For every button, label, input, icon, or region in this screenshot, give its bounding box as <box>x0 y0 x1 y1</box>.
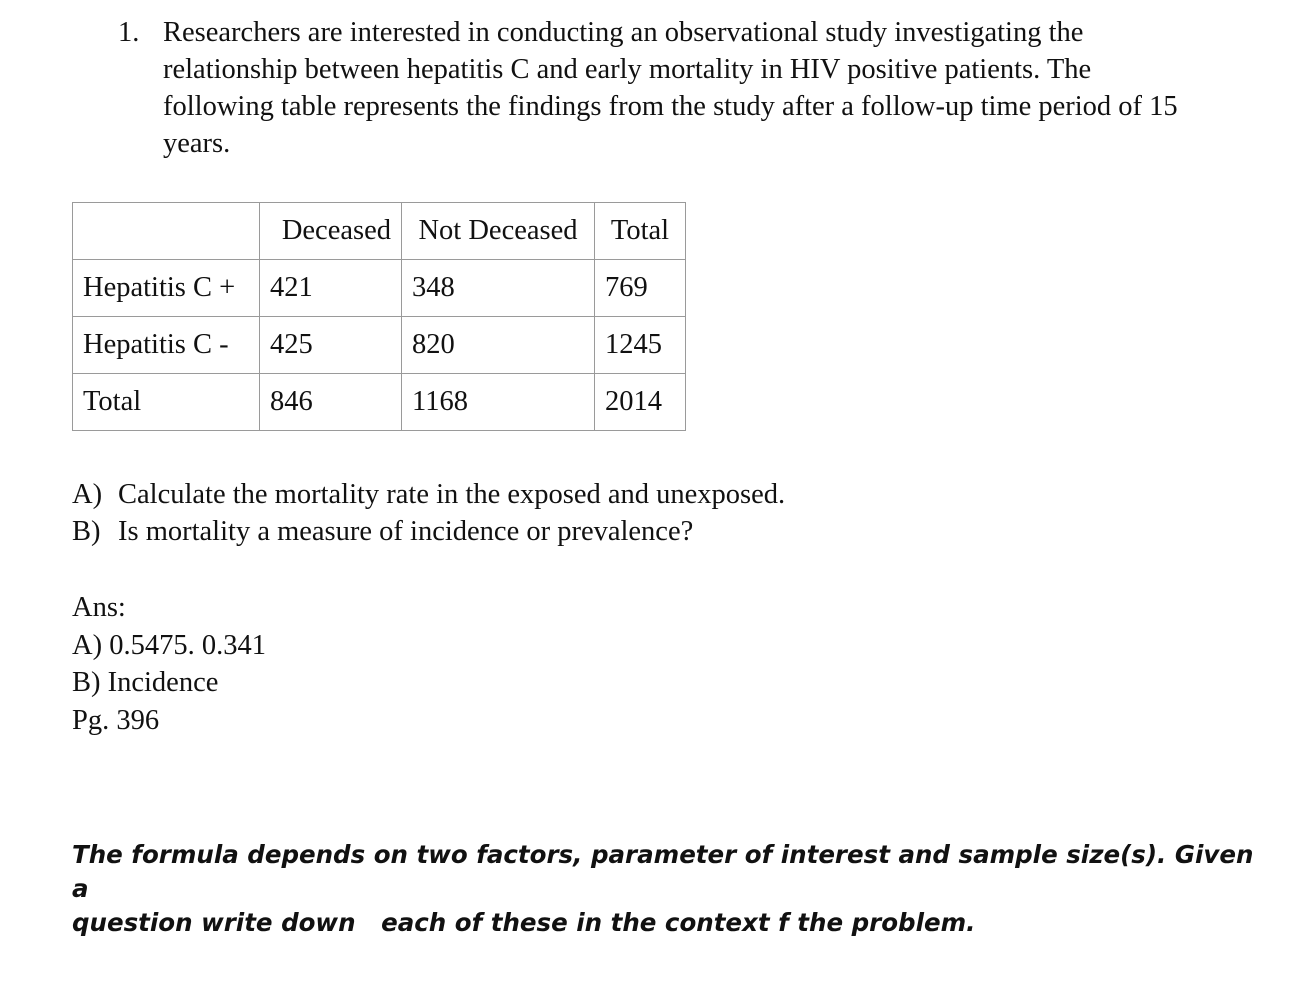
table-cell: 421 <box>260 260 402 317</box>
question-number: 1. <box>118 17 140 48</box>
table-cell: Total <box>73 374 260 431</box>
table-cell: Hepatitis C + <box>73 260 260 317</box>
question-part <box>72 513 785 550</box>
table-cell: 846 <box>260 374 402 431</box>
table-cell: Hepatitis C - <box>73 317 260 374</box>
question-line: years. <box>163 128 231 159</box>
question-text <box>163 14 1268 162</box>
table-cell: 1245 <box>595 317 686 374</box>
table-row <box>73 317 686 374</box>
table-cell: 2014 <box>595 374 686 431</box>
table-row <box>73 260 686 317</box>
table-header-cell: Deceased <box>260 203 402 260</box>
question-part <box>72 476 785 513</box>
part-text: Calculate the mortality rate in the exposed and unexposed. <box>118 479 786 510</box>
table-header-row <box>73 203 686 260</box>
table-header-cell: Not Deceased <box>402 203 595 260</box>
contingency-table <box>72 202 686 431</box>
question-line: following table represents the findings from the study after a follow-up time period of 15 <box>163 91 1178 122</box>
table-cell: 348 <box>402 260 595 317</box>
table-cell: 820 <box>402 317 595 374</box>
table-cell: 425 <box>260 317 402 374</box>
table-header-cell: Total <box>595 203 686 260</box>
question-line: relationship between hepatitis C and early mortality in HIV positive patients. The <box>163 54 1092 85</box>
table-cell: 769 <box>595 260 686 317</box>
part-text: Is mortality a measure of incidence or prevalence? <box>118 516 694 547</box>
answer-heading: Ans: <box>72 592 126 623</box>
note-line: The formula depends on two factors, parameter of interest and sample size(s). Given a <box>72 840 1254 903</box>
part-label: A) <box>72 479 103 510</box>
table-row <box>73 374 686 431</box>
note-line: question write down each of these in the context f the problem. <box>72 908 976 937</box>
table-header-cell <box>73 203 260 260</box>
part-label: B) <box>72 516 101 547</box>
question-block <box>118 14 1268 162</box>
question-line: Researchers are interested in conducting an observational study investigating the <box>163 17 1084 48</box>
question-parts <box>72 476 785 550</box>
formula-note <box>72 838 1272 940</box>
answer-b: B) Incidence <box>72 667 219 698</box>
table-cell: 1168 <box>402 374 595 431</box>
answer-page-ref: Pg. 396 <box>72 704 160 736</box>
answer-a: A) 0.5475. 0.341 <box>72 629 266 661</box>
answer-block <box>72 589 266 739</box>
